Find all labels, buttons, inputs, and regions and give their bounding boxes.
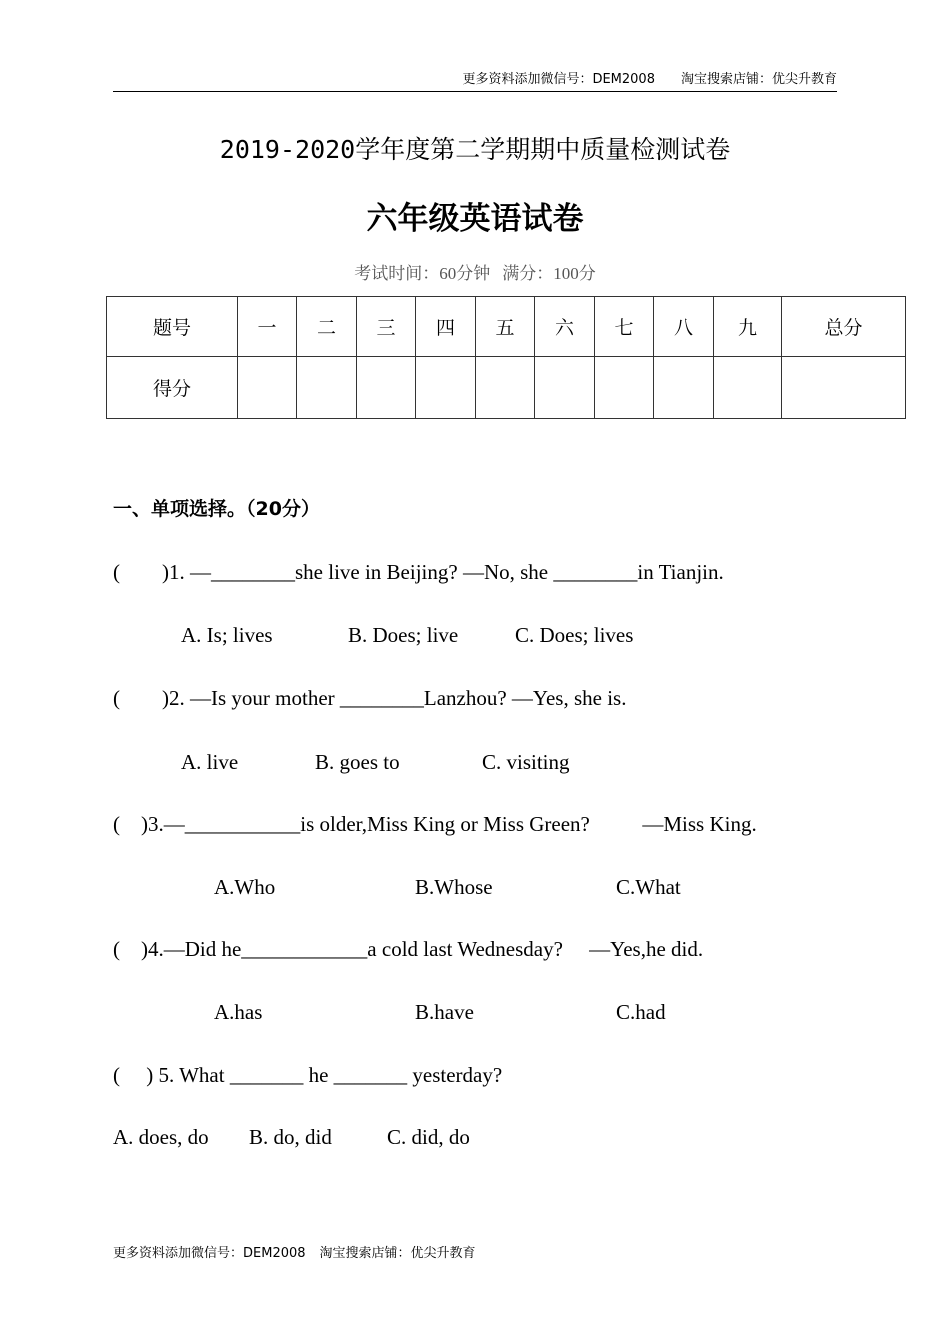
q5-option-b: B. do, did xyxy=(249,1125,332,1149)
exam-subject: 六年级英语试卷 xyxy=(366,201,584,237)
footer-wechat: 更多资料添加微信号：DEM2008 xyxy=(113,1246,306,1261)
header-cell: 七 xyxy=(595,297,654,357)
exam-full-score: 满分：100分 xyxy=(502,264,596,283)
q2-option-b: B. goes to xyxy=(315,750,400,774)
page-footer xyxy=(113,1245,490,1263)
score-cell[interactable] xyxy=(297,357,357,419)
q1-option-a: A. Is; lives xyxy=(181,623,273,647)
question-2: ( )2. —Is your mother ________Lanzhou? —Yes, she is. xyxy=(113,686,627,710)
exam-time: 考试时间：60分钟 xyxy=(354,264,491,283)
score-cell[interactable] xyxy=(476,357,535,419)
q2-option-c: C. visiting xyxy=(482,750,570,774)
exam-info xyxy=(0,262,950,286)
page-header xyxy=(113,71,837,92)
header-shop: 淘宝搜索店铺：优尖升教育 xyxy=(680,72,837,87)
score-cell[interactable] xyxy=(416,357,476,419)
header-cell: 一 xyxy=(238,297,297,357)
score-cell[interactable] xyxy=(357,357,416,419)
score-cell[interactable] xyxy=(714,357,782,419)
q3-option-a: A.Who xyxy=(214,875,276,899)
header-cell: 九 xyxy=(714,297,782,357)
score-cell[interactable] xyxy=(654,357,714,419)
footer-shop: 淘宝搜索店铺：优尖升教育 xyxy=(319,1246,476,1261)
exam-title: 2019-2020学年度第二学期期中质量检测试卷 xyxy=(219,135,731,164)
q5-option-c: C. did, do xyxy=(387,1125,470,1149)
header-wechat: 更多资料添加微信号：DEM2008 xyxy=(462,72,655,87)
q5-option-a: A. does, do xyxy=(113,1125,209,1149)
q1-option-c: C. Does; lives xyxy=(515,623,634,647)
q4-option-b: B.have xyxy=(415,1000,474,1024)
score-cell[interactable] xyxy=(238,357,297,419)
section-title: 一、单项选择。（20分） xyxy=(113,498,320,520)
header-cell: 五 xyxy=(476,297,535,357)
score-cell[interactable] xyxy=(782,357,906,419)
header-cell: 总分 xyxy=(782,297,906,357)
question-4: ( )4.—Did he____________a cold last Wednesday? —Yes,he did. xyxy=(113,937,704,961)
score-row-label: 得分 xyxy=(107,357,238,419)
score-table xyxy=(106,296,906,419)
score-table-score-row xyxy=(107,357,906,419)
q2-option-a: A. live xyxy=(181,750,239,774)
header-cell: 三 xyxy=(357,297,416,357)
question-5: ( ) 5. What _______ he _______ yesterday? xyxy=(113,1063,503,1087)
score-cell[interactable] xyxy=(535,357,595,419)
header-cell: 八 xyxy=(654,297,714,357)
header-cell: 题号 xyxy=(107,297,238,357)
q3-option-c: C.What xyxy=(616,875,681,899)
q4-option-c: C.had xyxy=(616,1000,666,1024)
header-cell: 六 xyxy=(535,297,595,357)
q3-option-b: B.Whose xyxy=(415,875,493,899)
header-cell: 二 xyxy=(297,297,357,357)
score-cell[interactable] xyxy=(595,357,654,419)
question-1: ( )1. —________she live in Beijing? —No, she ________in Tianjin. xyxy=(113,560,724,584)
header-cell: 四 xyxy=(416,297,476,357)
score-table-header-row xyxy=(107,297,906,357)
question-3: ( )3.—___________is older,Miss King or Miss Green? —Miss King. xyxy=(113,812,757,836)
q1-option-b: B. Does; live xyxy=(348,623,459,647)
q4-option-a: A.has xyxy=(214,1000,263,1024)
